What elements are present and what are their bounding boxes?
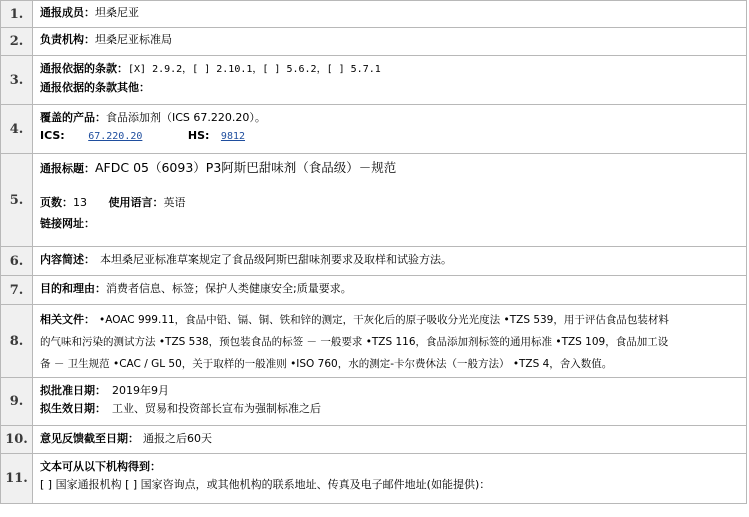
- description-value: 本坦桑尼亚标准草案规定了食品级阿斯巴甜味剂要求及取样和试验方法。: [100, 253, 452, 266]
- row-2: [1, 28, 747, 56]
- notifying-member-label: 通报成员：: [40, 6, 95, 19]
- text-available-value: [ ] 国家通报机构 [ ] 国家咨询点，或其他机构的联系地址、传真及电子邮件地址(如能提供)：: [40, 478, 491, 491]
- effective-date-label: 拟生效日期：: [40, 402, 106, 415]
- pages-value: 13: [73, 196, 87, 209]
- row-11: [1, 454, 747, 504]
- effective-date-value: 工业、贸易和投资部长宣布为强制标准之后: [112, 402, 321, 415]
- row-5: [1, 154, 747, 247]
- hs-label: HS:: [187, 129, 210, 142]
- hs-link[interactable]: 9812: [220, 131, 246, 142]
- documents-line-2: 的气味和污染的测试方法 •TZS 538，预包装食品的标签 － 一般要求 •TZS 116，食品添加剂标签的通用标准 •TZS 109，食品加工设: [40, 336, 669, 348]
- clause-other-label: 通报依据的条款其他：: [40, 81, 150, 94]
- agency-label: 负责机构：: [40, 33, 95, 46]
- row-3: [1, 56, 747, 105]
- row-number: 9.: [1, 378, 33, 426]
- objective-label: 目的和理由：: [40, 282, 106, 295]
- row-number: 2.: [1, 28, 33, 56]
- approval-date-value: 2019年9月: [112, 384, 169, 397]
- row-number: 6.: [1, 247, 33, 276]
- row-9: [1, 378, 747, 426]
- pages-label: 页数：: [40, 196, 73, 209]
- notifying-member-value: 坦桑尼亚: [95, 6, 139, 19]
- row-number: 8.: [1, 305, 33, 378]
- clause-value: [X] 2.9.2，[ ] 2.10.1，[ ] 5.6.2，[ ] 5.7.1: [128, 64, 381, 75]
- row-number: 11.: [1, 454, 33, 504]
- link-label: 链接网址：: [40, 217, 95, 230]
- text-available-label: 文本可从以下机构得到：: [40, 460, 161, 473]
- row-number: 3.: [1, 56, 33, 105]
- row-number: 10.: [1, 426, 33, 454]
- approval-date-label: 拟批准日期：: [40, 384, 106, 397]
- documents-line-3: 备 － 卫生规范 •CAC / GL 50，关于取样的一般准则 •ISO 760，水的测定-卡尔费休法（一般方法） •TZS 4，舍入数值。: [40, 358, 613, 370]
- agency-value: 坦桑尼亚标准局: [95, 33, 172, 46]
- row-number: 7.: [1, 276, 33, 305]
- documents-label: 相关文件：: [40, 313, 95, 326]
- row-number: 4.: [1, 105, 33, 154]
- ics-link[interactable]: 67.220.20: [88, 131, 143, 142]
- row-7: [1, 276, 747, 305]
- products-value: 食品添加剂（ICS 67.220.20）。: [106, 111, 266, 124]
- documents-line-1: •AOAC 999.11，食品中铅、镉、铜、铁和锌的测定，干灰化后的原子吸收分光光度法 •TZS 539，用于评估食品包装材料: [99, 314, 669, 326]
- clause-label: 通报依据的条款：: [40, 62, 128, 75]
- row-1: [1, 1, 747, 28]
- title-label: 通报标题：: [40, 162, 95, 175]
- row-6: [1, 247, 747, 276]
- row-10: [1, 426, 747, 454]
- objective-value: 消费者信息、标签；保护人类健康安全;质量要求。: [106, 282, 352, 295]
- language-label: 使用语言：: [108, 196, 164, 209]
- products-label: 覆盖的产品：: [40, 111, 106, 124]
- comment-deadline-value: 通报之后60天: [143, 432, 212, 445]
- row-number: 1.: [1, 1, 33, 28]
- row-4: [1, 105, 747, 154]
- language-value: 英语: [163, 196, 186, 209]
- description-label: 内容简述：: [40, 253, 95, 266]
- title-value: AFDC 05（6093）P3阿斯巴甜味剂（食品级）－规范: [95, 160, 397, 175]
- comment-deadline-label: 意见反馈截至日期：: [40, 432, 139, 445]
- row-number: 5.: [1, 154, 33, 247]
- row-8: [1, 305, 747, 378]
- ics-label: ICS:: [40, 129, 65, 142]
